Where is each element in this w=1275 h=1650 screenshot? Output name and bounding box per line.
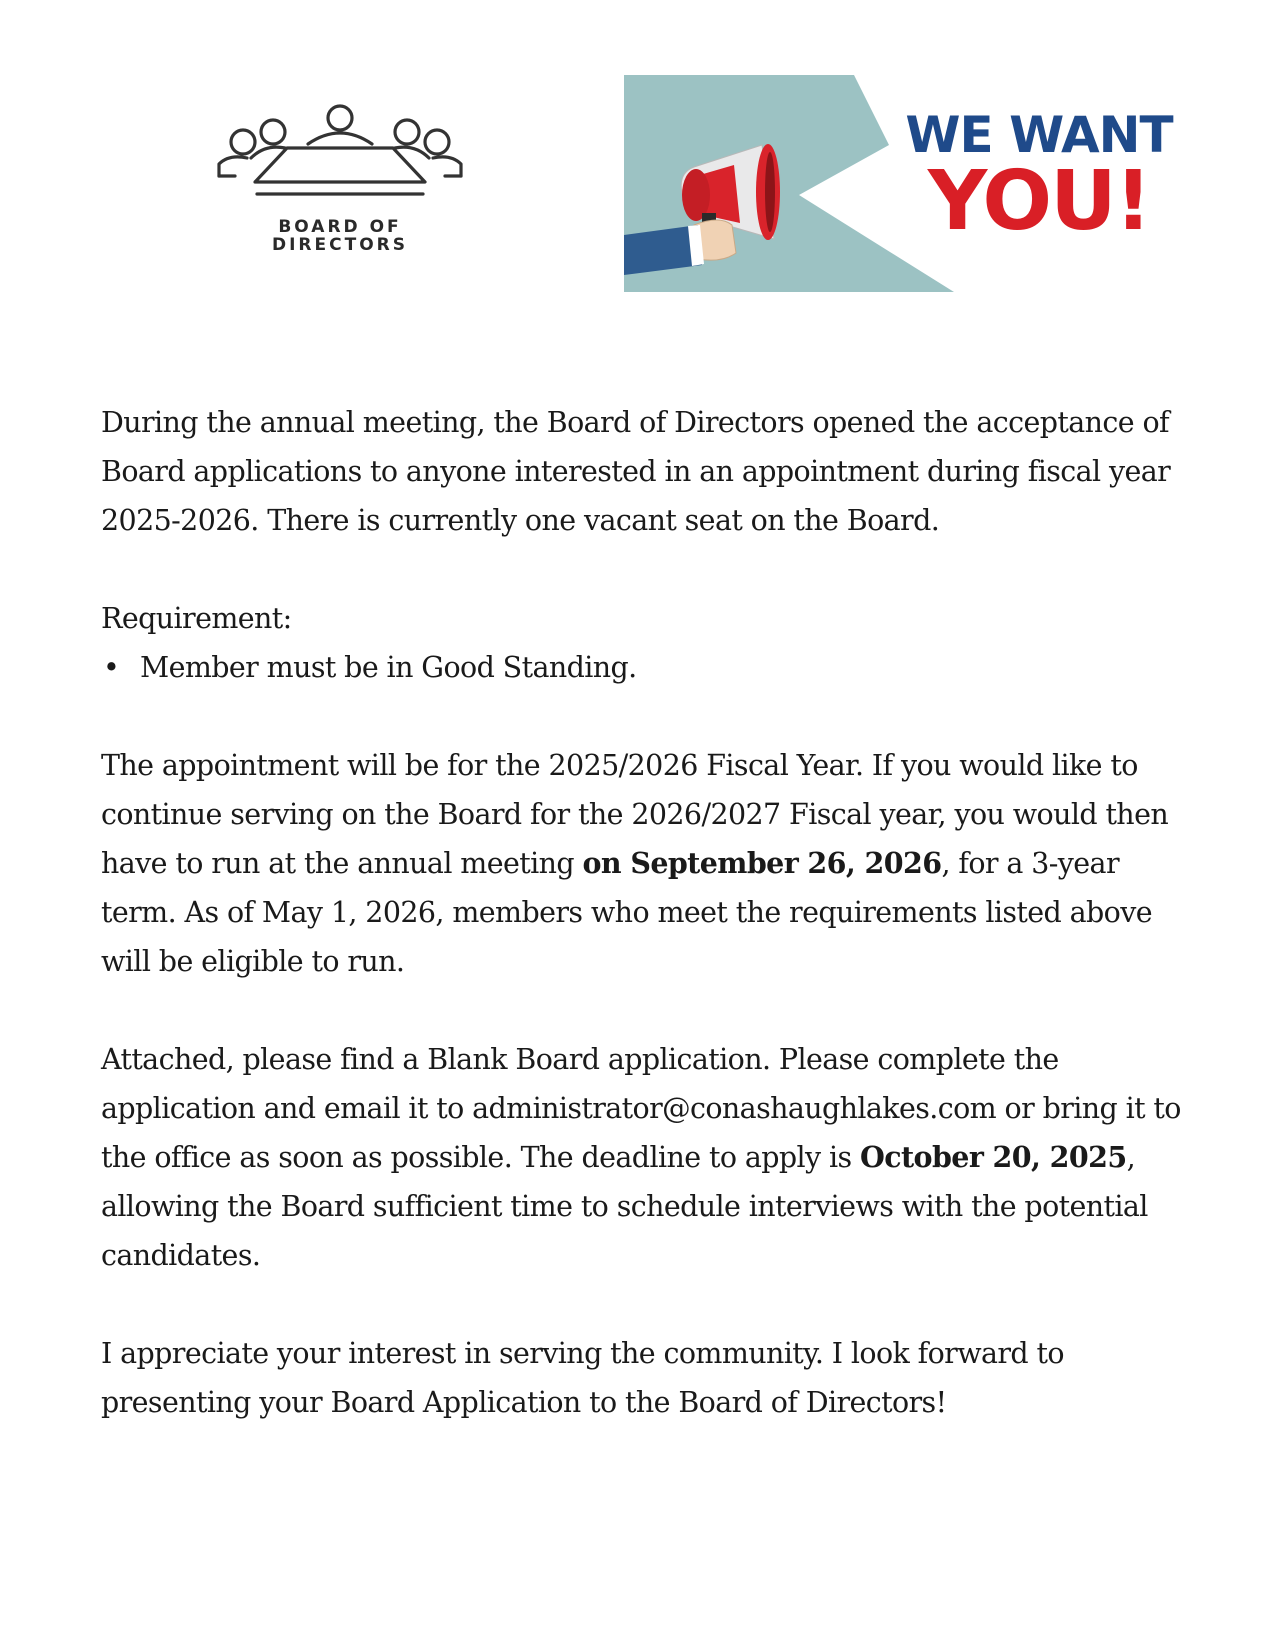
banner-line1: WE WANT bbox=[905, 106, 1173, 164]
intro-paragraph: During the annual meeting, the Board of Directors opened the acceptance of Board applications to anyone interested in an appointment during fiscal year 2025-2026. There is currently one vacant seat on the Board. bbox=[101, 406, 1171, 537]
we-want-you-banner bbox=[624, 75, 1188, 292]
application-text-1: Attached, please find a Blank Board application. Please complete the application and email it to administrator@conashaughlakes.com or bring it to the office as soon as possible. The deadline to apply is bbox=[101, 1043, 1181, 1174]
appointment-text-1: The appointment will be for the 2025/2026 Fiscal Year. If you would like to continue serving on the Board for the 2026/2027 Fiscal year, you would then have to run at the annual meeting bbox=[101, 749, 1169, 880]
meeting-date: on September 26, 2026 bbox=[582, 846, 942, 880]
bullet-icon: • bbox=[103, 651, 120, 684]
logo-caption bbox=[195, 218, 485, 254]
list-item bbox=[101, 643, 1201, 692]
requirement-text: Member must be in Good Standing. bbox=[140, 651, 637, 684]
appointment-paragraph bbox=[101, 741, 1201, 986]
logo-caption-line2: DIRECTORS bbox=[272, 235, 408, 255]
appointment-text-2: , for a 3-year term. As of May 1, 2026, members who meet the requirements listed above will be eligible to run. bbox=[101, 847, 1152, 978]
board-meeting-icon bbox=[195, 100, 485, 210]
application-paragraph bbox=[101, 1035, 1201, 1280]
banner-line2: YOU! bbox=[927, 154, 1151, 249]
notice-body bbox=[101, 398, 1201, 1476]
closing-paragraph: I appreciate your interest in serving the community. I look forward to presenting your Board Application to the Board of Directors! bbox=[101, 1337, 1064, 1419]
requirement-heading: Requirement: bbox=[101, 602, 292, 635]
requirement-list bbox=[101, 643, 1201, 692]
application-text-2: , allowing the Board sufficient time to schedule interviews with the potential candidates. bbox=[101, 1141, 1148, 1272]
logo-caption-line1: BOARD OF bbox=[278, 217, 402, 237]
board-of-directors-logo bbox=[195, 100, 485, 270]
deadline-date: October 20, 2025 bbox=[860, 1140, 1127, 1174]
